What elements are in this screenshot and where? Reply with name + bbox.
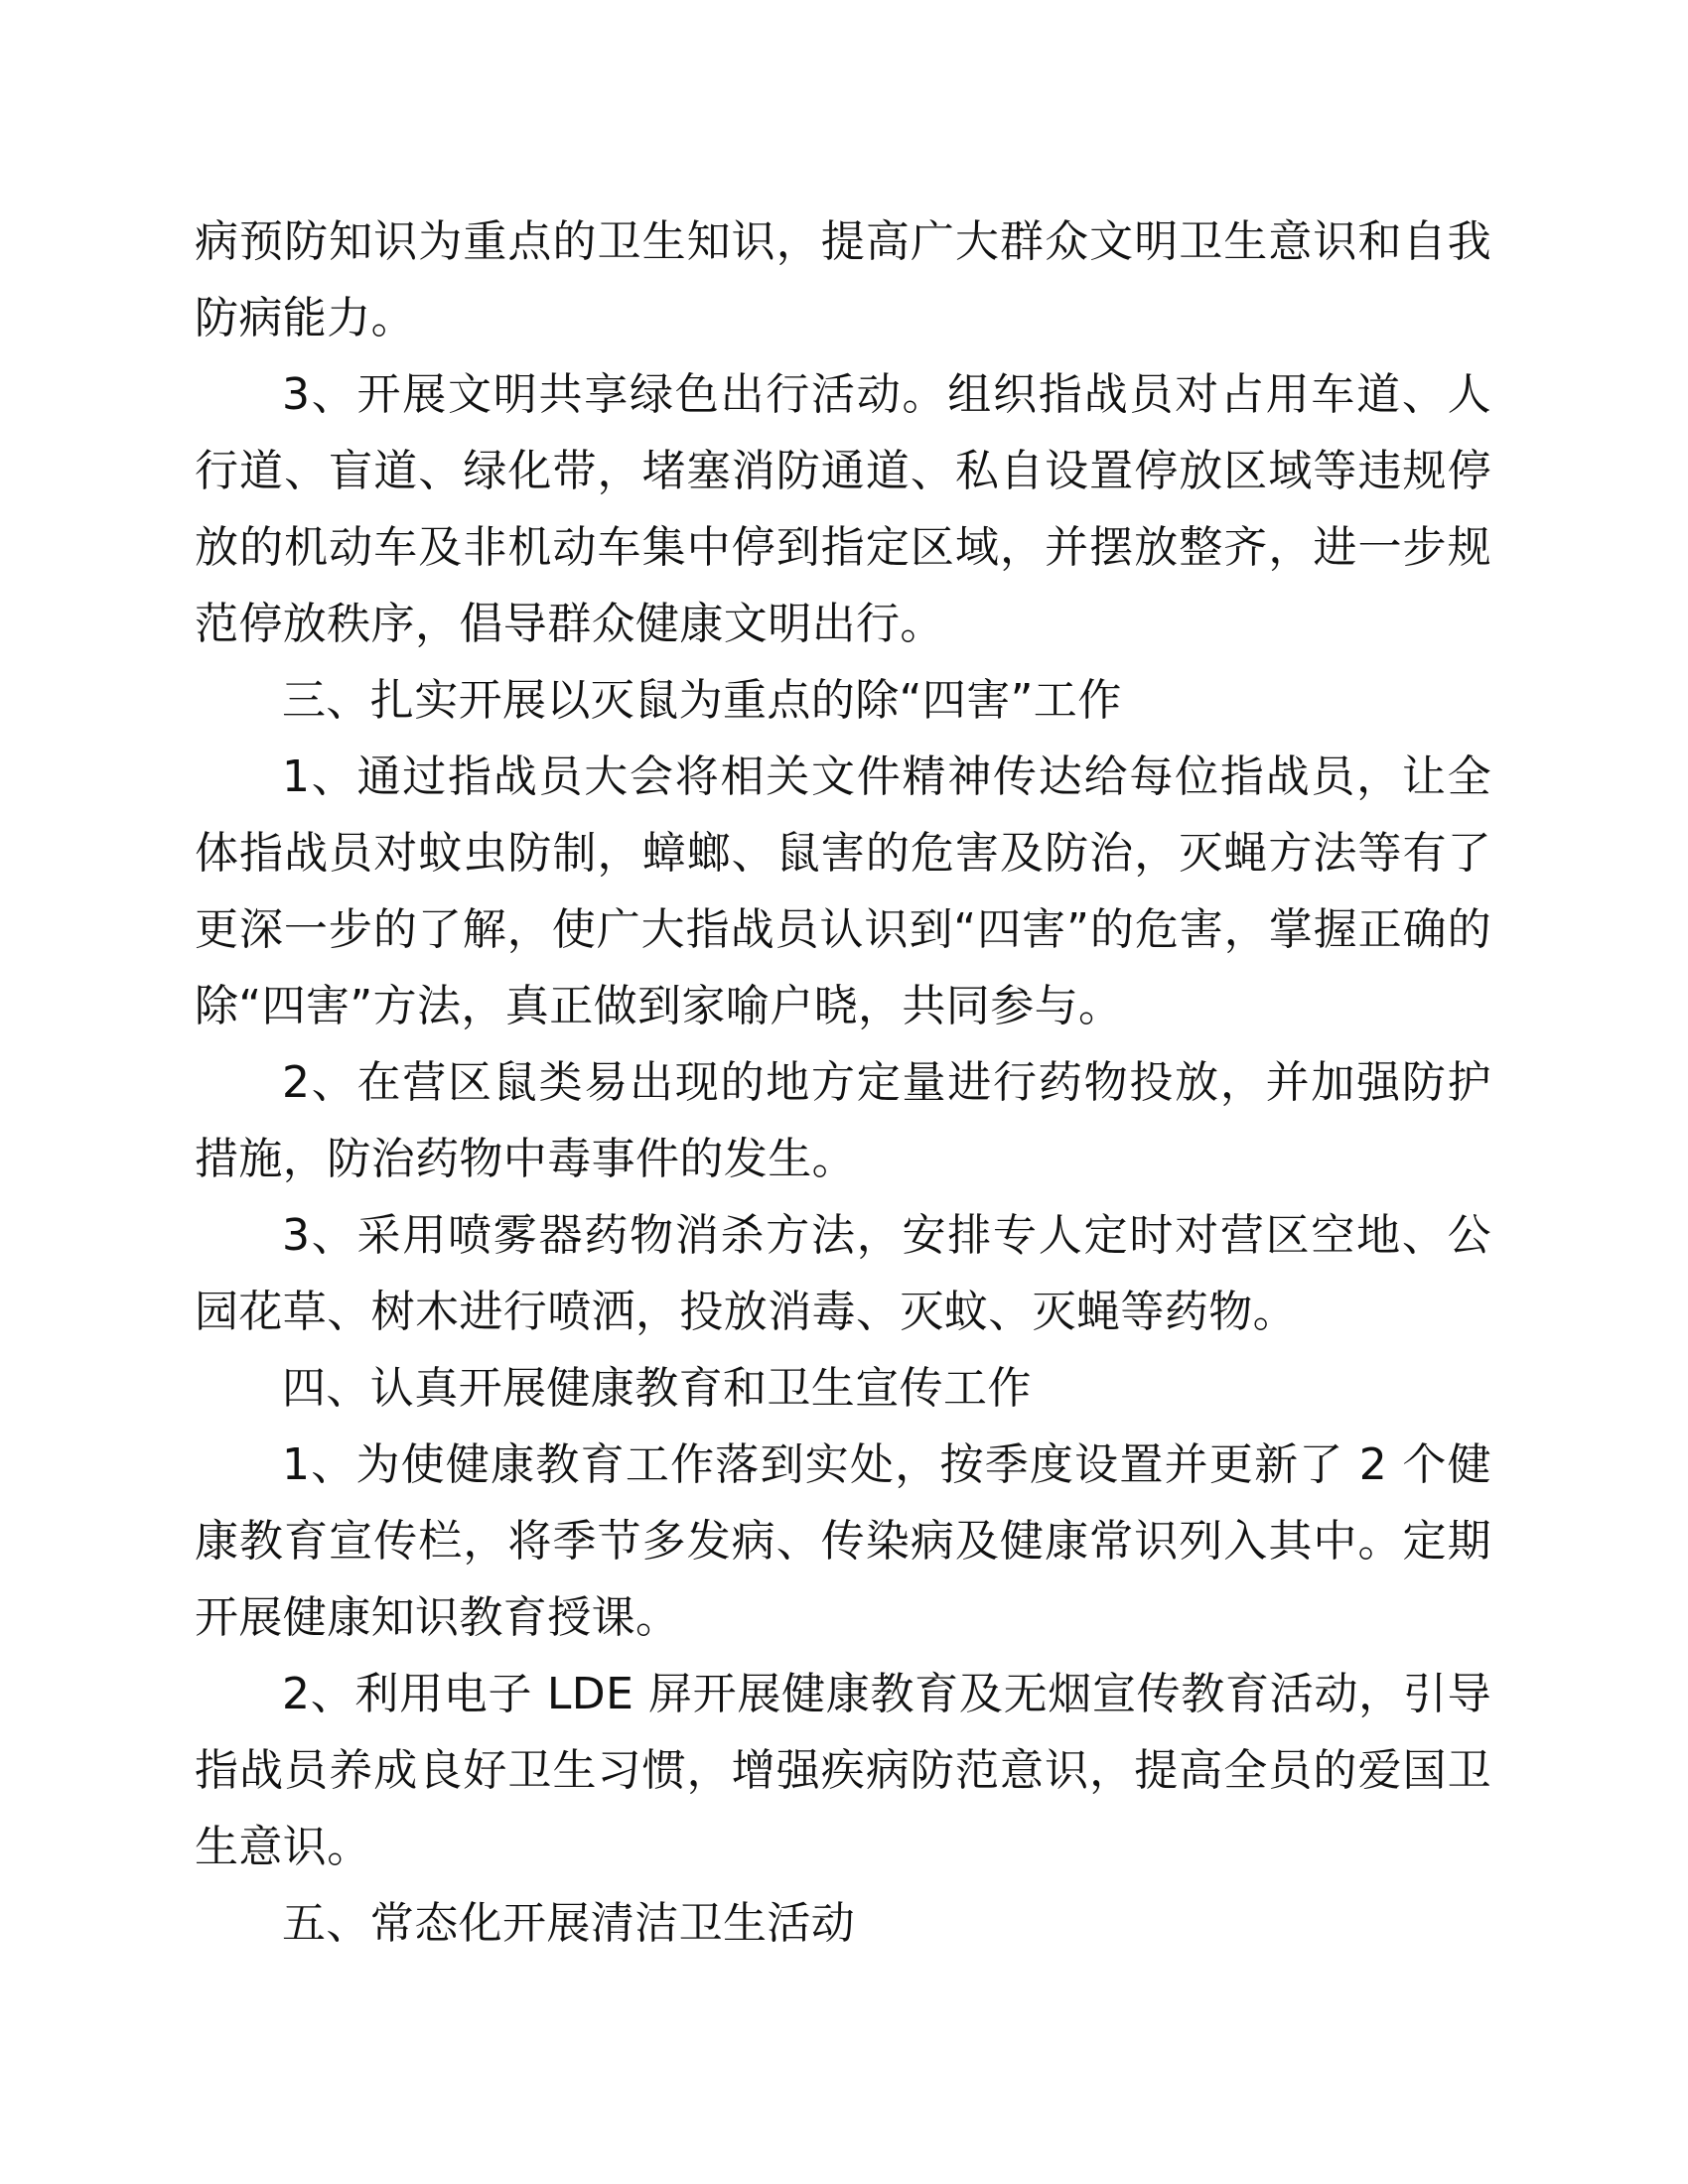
paragraph-rodent-bait: 2、在营区鼠类易出现的地方定量进行药物投放，并加强防护措施，防治药物中毒事件的发生。: [195, 1057, 1491, 1184]
paragraph-continued: 病预防知识为重点的卫生知识，提高广大群众文明卫生意识和自我防病能力。: [195, 216, 1491, 343]
paragraph-green-travel: 3、开展文明共享绿色出行活动。组织指战员对占用车道、人行道、盲道、绿化带，堵塞消防通道、私自设置停放区域等违规停放的机动车及非机动车集中停到指定区域，并摆放整齐，进一步规范停放秩序，倡导群众健康文明出行。: [195, 369, 1491, 649]
document-body: [195, 204, 1491, 1962]
paragraph-spraying: 3、采用喷雾器药物消杀方法，安排专人定时对营区空地、公园花草、树木进行喷洒，投放消毒、灭蚊、灭蝇等药物。: [195, 1210, 1491, 1337]
section-heading-health-education: 四、认真开展健康教育和卫生宣传工作: [282, 1363, 1032, 1414]
section-heading-cleaning: 五、常态化开展清洁卫生活动: [282, 1898, 856, 1949]
paragraph-pest-meeting: 1、通过指战员大会将相关文件精神传达给每位指战员，让全体指战员对蚊虫防制，蟑螂、鼠害的危害及防治，灭蝇方法等有了更深一步的了解，使广大指战员认识到“四害”的危害，掌握正确的除“四害”方法，真正做到家喻户晓，共同参与。: [195, 751, 1491, 1031]
section-heading-pest-control: 三、扎实开展以灭鼠为重点的除“四害”工作: [282, 675, 1122, 726]
paragraph-bulletin-boards: 1、为使健康教育工作落到实处，按季度设置并更新了 2 个健康教育宣传栏，将季节多发病、传染病及健康常识列入其中。定期开展健康知识教育授课。: [195, 1439, 1491, 1643]
paragraph-led-screen: 2、利用电子 LDE 屏开展健康教育及无烟宣传教育活动，引导指战员养成良好卫生习惯，增强疾病防范意识，提高全员的爱国卫生意识。: [195, 1669, 1491, 1872]
